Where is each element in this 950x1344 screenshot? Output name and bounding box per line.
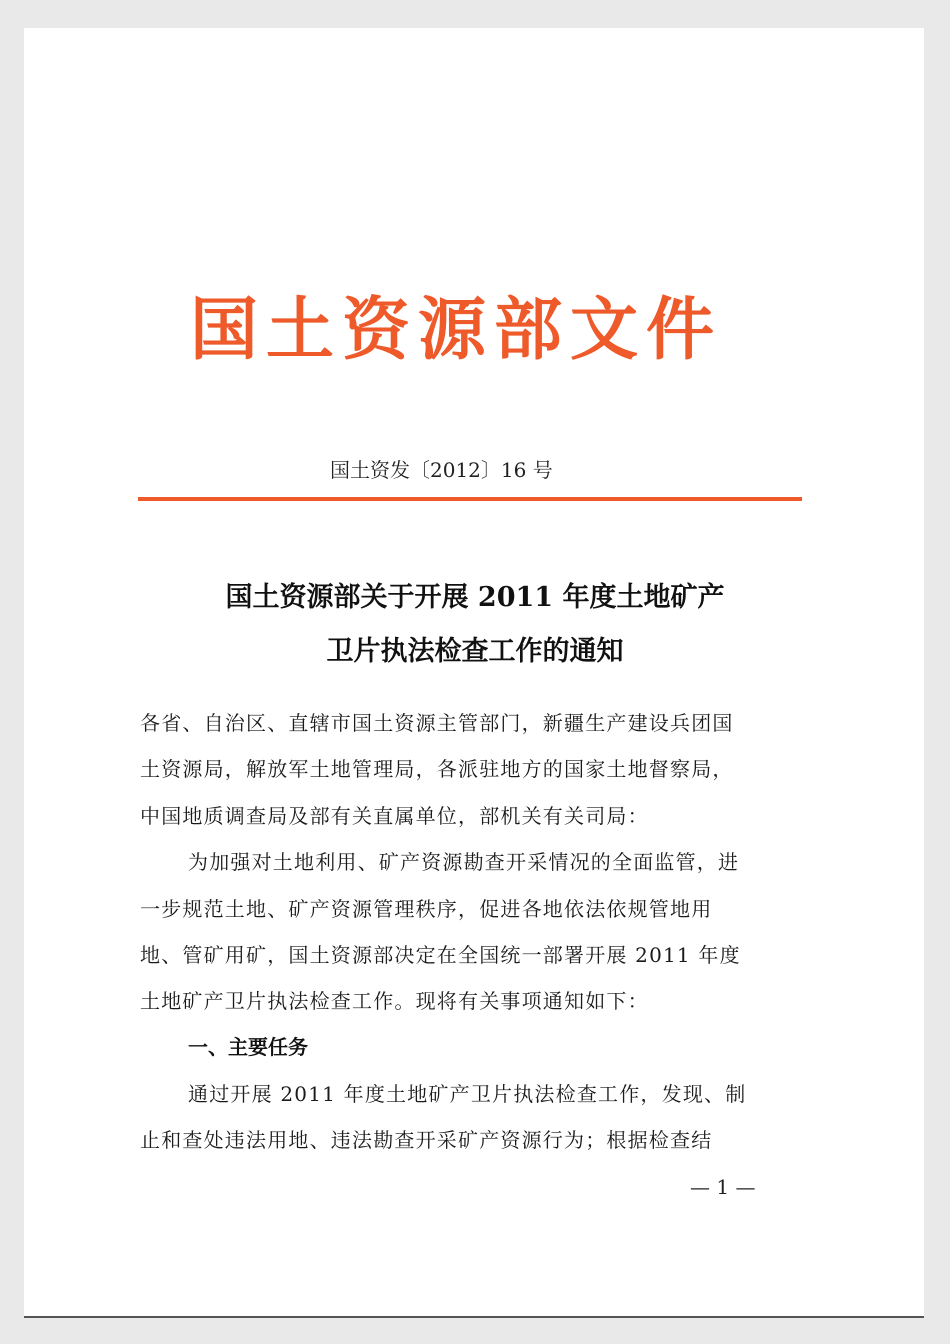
doc-number: 国土资发〔2012〕16 号 xyxy=(330,458,553,482)
addressee-line: 土资源局，解放军土地管理局，各派驻地方的国家土地督察局， xyxy=(140,757,734,781)
intro-paragraph-line: 为加强对土地利用、矿产资源勘查开采情况的全面监管，进 xyxy=(188,850,740,874)
document-title-line-2: 卫片执法检查工作的通知 xyxy=(326,636,624,667)
intro-paragraph-line: 土地矿产卫片执法检查工作。现将有关事项通知如下： xyxy=(140,989,649,1013)
document-title-line-1: 国土资源部关于开展 2011 年度土地矿产 xyxy=(225,582,725,613)
page-bottom-edge xyxy=(24,1316,924,1318)
section-heading: 一、主要任务 xyxy=(188,1035,308,1059)
intro-paragraph-line: 一步规范土地、矿产资源管理秩序，促进各地依法依规管地用 xyxy=(140,897,713,921)
red-rule-divider xyxy=(138,497,802,501)
page-number: — 1 — xyxy=(690,1175,756,1199)
intro-paragraph-line: 地、管矿用矿，国土资源部决定在全国统一部署开展 2011 年度 xyxy=(140,943,741,967)
addressee-line: 各省、自治区、直辖市国土资源主管部门，新疆生产建设兵团国 xyxy=(140,711,734,735)
section-paragraph-line: 通过开展 2011 年度土地矿产卫片执法检查工作，发现、制 xyxy=(188,1082,747,1106)
section-paragraph-line: 止和查处违法用地、违法勘查开采矿产资源行为；根据检查结 xyxy=(140,1128,713,1152)
addressee-line: 中国地质调查局及部有关直属单位，部机关有关司局： xyxy=(140,804,649,828)
document-page xyxy=(24,28,924,1316)
issuer-header: 国土资源部文件 xyxy=(190,290,723,370)
